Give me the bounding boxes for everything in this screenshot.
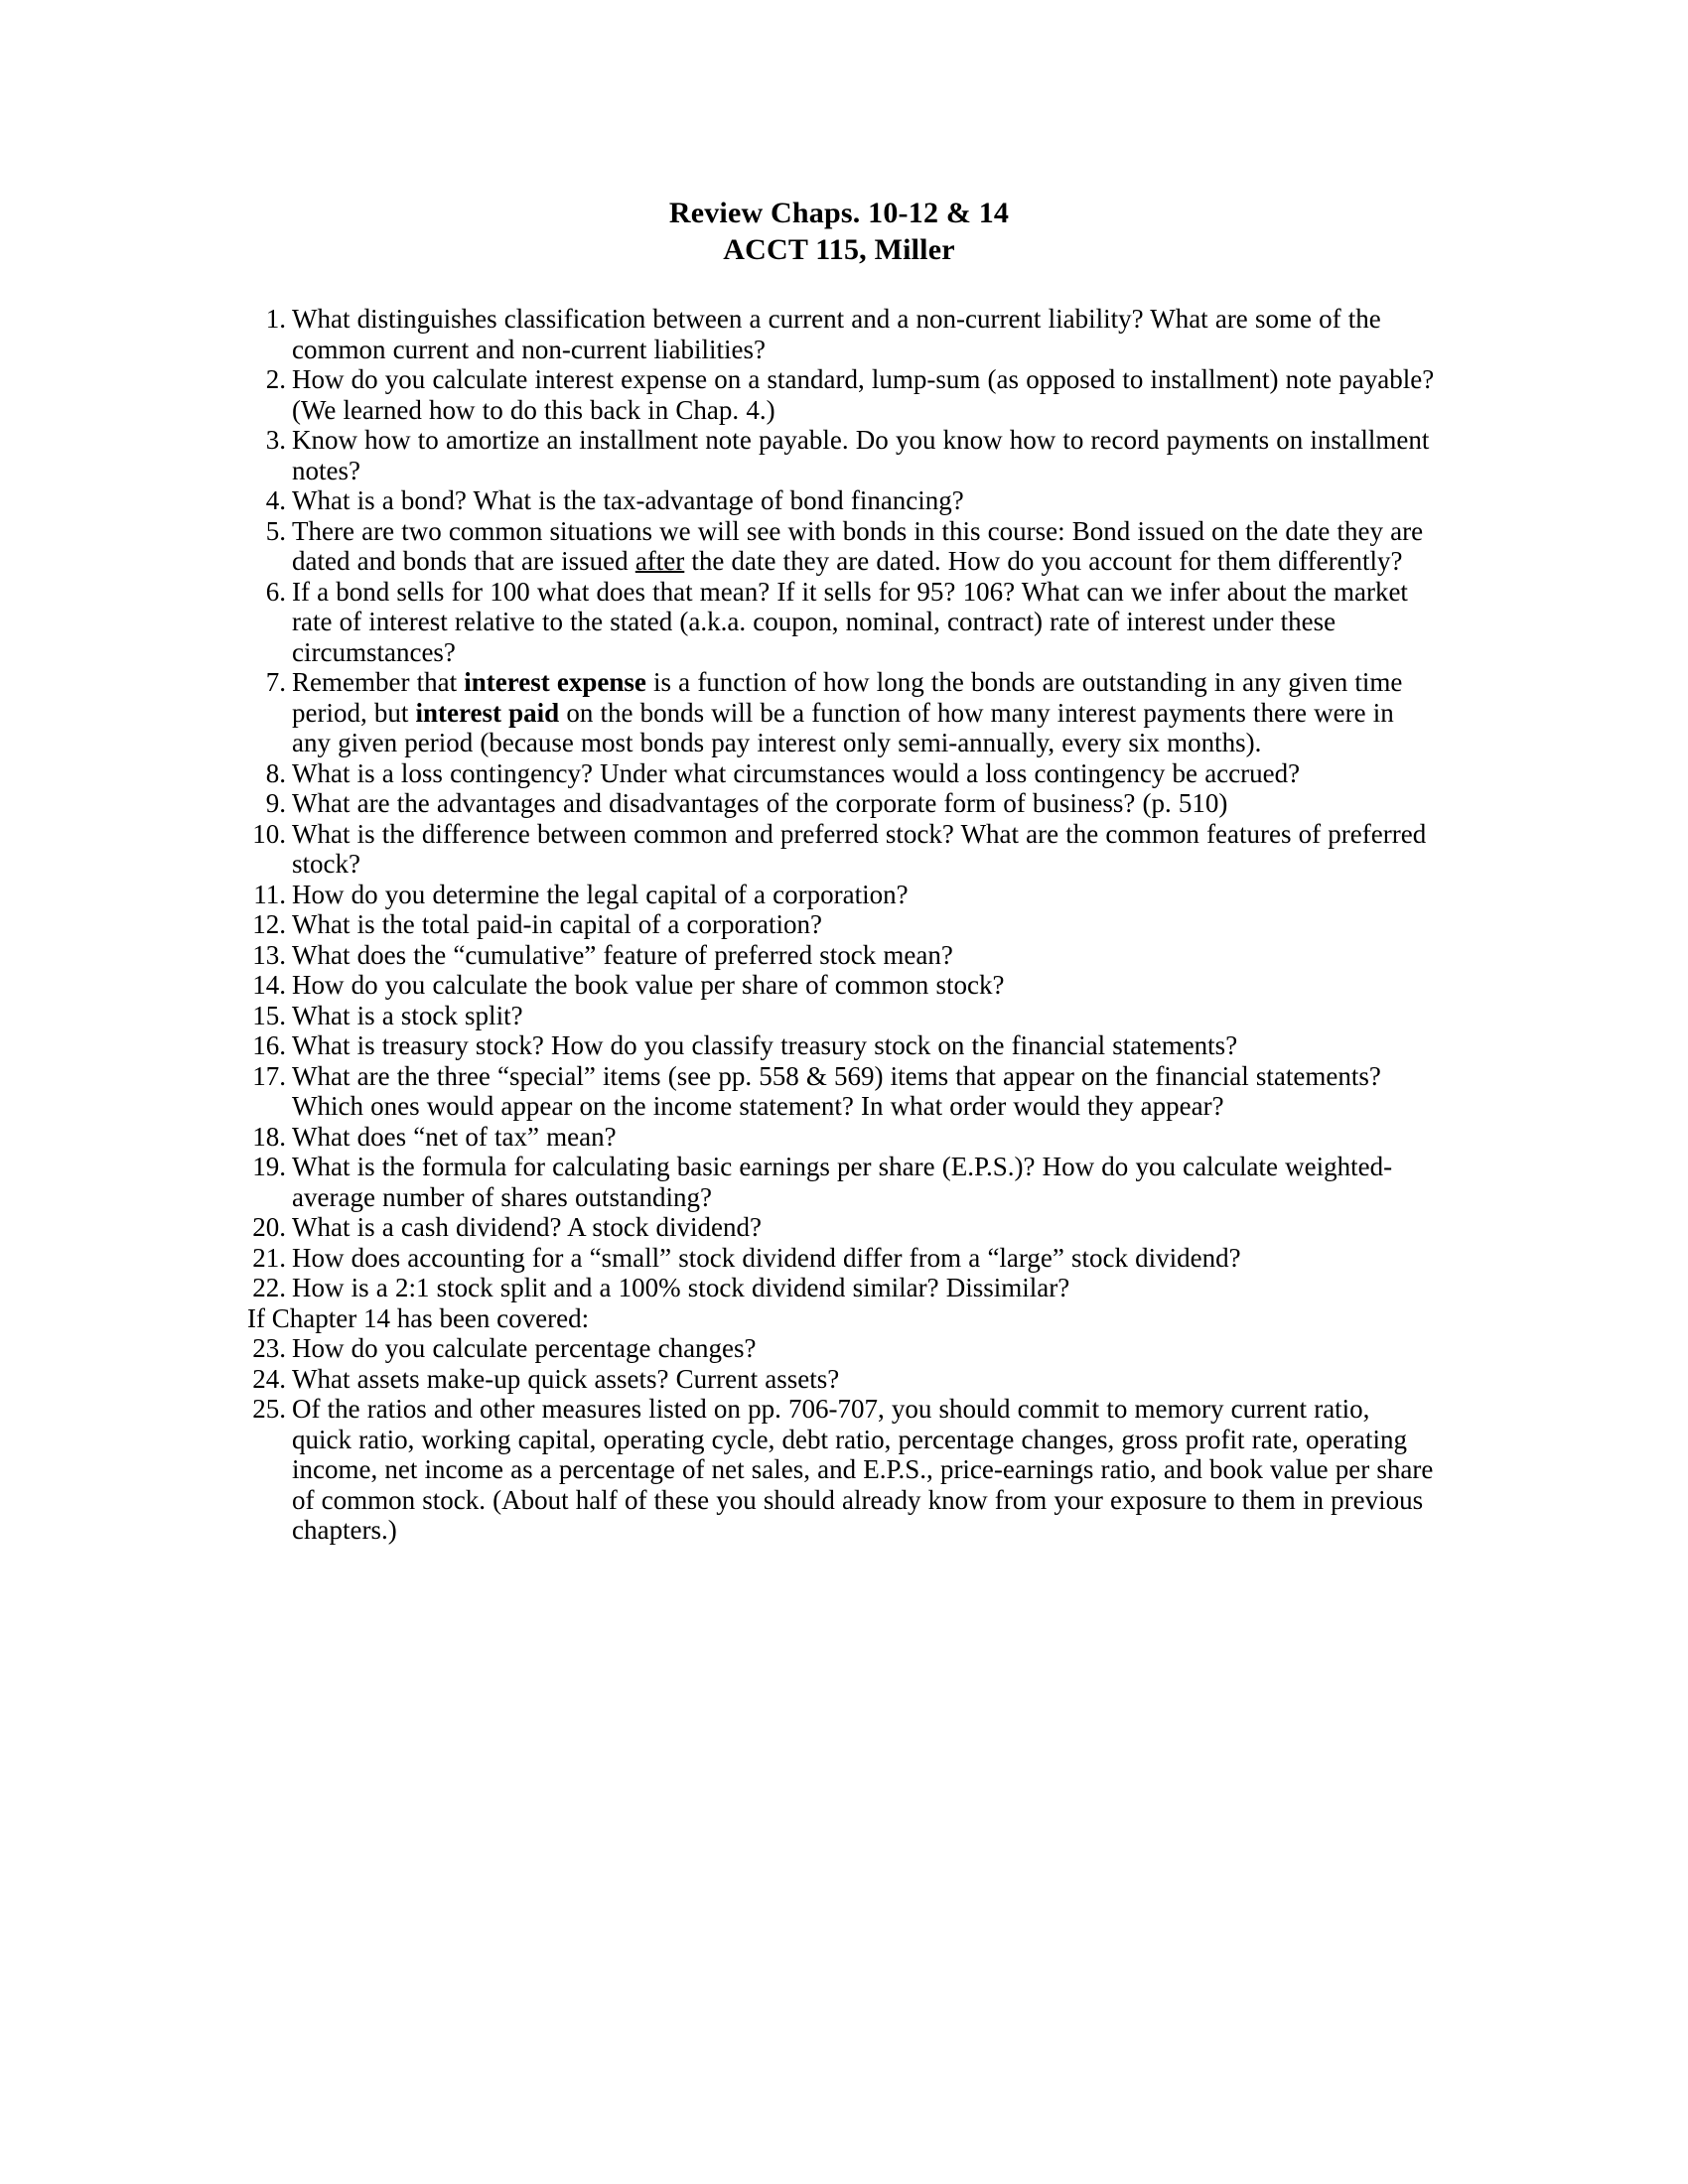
list-item	[243, 1333, 1435, 1364]
list-item	[243, 516, 1435, 577]
list-item-text	[292, 516, 1435, 577]
list-item	[243, 364, 1435, 425]
list-item	[243, 970, 1435, 1001]
list-item	[243, 880, 1435, 910]
list-item	[243, 819, 1435, 880]
list-item	[243, 788, 1435, 819]
list-item-number: 10.	[252, 818, 286, 849]
list-item-number: 4.	[265, 485, 286, 515]
list-item	[243, 1243, 1435, 1274]
text-run-plain: the date they are dated. How do you account for them differently?	[684, 546, 1403, 576]
list-item	[243, 1001, 1435, 1031]
list-item-number: 24.	[252, 1363, 286, 1394]
list-item-text: If a bond sells for 100 what does that mean? If it sells for 95? 106? What can we infer about the market rate of interest relative to the stated (a.k.a. coupon, nominal, contract) rate of interest under these circumstances?	[292, 576, 1408, 667]
question-list	[243, 304, 1435, 1546]
list-item-number: 18.	[252, 1121, 286, 1152]
list-item-text: What does “net of tax” mean?	[292, 1121, 617, 1152]
list-item-number: 14.	[252, 970, 286, 1000]
list-item	[243, 1273, 1435, 1303]
list-item-text: How do you calculate percentage changes?	[292, 1333, 757, 1363]
list-item-text: What is treasury stock? How do you classify treasury stock on the financial statements?	[292, 1030, 1238, 1060]
list-item	[243, 1152, 1435, 1212]
list-item	[243, 1030, 1435, 1061]
list-item-number: 19.	[252, 1152, 286, 1181]
list-item-text: How does accounting for a “small” stock dividend differ from a “large” stock dividend?	[292, 1242, 1241, 1273]
list-item-text: How do you calculate the book value per share of common stock?	[292, 970, 1005, 1000]
list-item-text: How is a 2:1 stock split and a 100% stock dividend similar? Dissimilar?	[292, 1273, 1070, 1302]
list-item-number: 1.	[265, 304, 286, 334]
list-item	[243, 1364, 1435, 1395]
list-item	[243, 940, 1435, 971]
title-line-1: Review Chaps. 10-12 & 14	[668, 197, 1010, 229]
list-item-text: What is a stock split?	[292, 1000, 523, 1030]
list-item-text: How do you calculate interest expense on a standard, lump-sum (as opposed to installment) note payable? (We learned how to do this back in Chap. 4.)	[292, 364, 1435, 425]
list-item-text: What does the “cumulative” feature of preferred stock mean?	[292, 939, 953, 970]
text-run-plain: There are two common situations we will see with bonds in this course: Bond issued on the date they are dated and bonds that are issued	[292, 515, 1424, 576]
list-item-text: What is the total paid-in capital of a corporation?	[292, 909, 822, 939]
list-item-number: 25.	[252, 1394, 286, 1424]
list-item	[243, 1394, 1435, 1546]
list-item-text: Know how to amortize an installment note payable. Do you know how to record payments on installment notes?	[292, 425, 1430, 485]
list-item-number: 7.	[265, 667, 286, 697]
list-item-text: What are the three “special” items (see pp. 558 & 569) items that appear on the financial statements? Which ones would appear on the income statement? In what order would they appear?	[292, 1060, 1381, 1121]
list-item-text: What is a loss contingency? Under what circumstances would a loss contingency be accrued?	[292, 757, 1301, 788]
list-item	[243, 1122, 1435, 1153]
list-item-number: 16.	[252, 1030, 286, 1060]
list-item	[243, 485, 1435, 516]
title-line-2: ACCT 115, Miller	[723, 233, 955, 266]
text-run-plain: Remember that	[292, 667, 465, 697]
list-item-text: What is a bond? What is the tax-advantage of bond financing?	[292, 485, 964, 515]
list-item-number: 6.	[265, 576, 286, 607]
text-run-plain: is a function of how long the bonds are outstanding in any given time period, but	[292, 667, 1403, 728]
list-item-number: 12.	[252, 909, 286, 939]
document-title	[243, 195, 1435, 268]
list-item-number: 20.	[252, 1212, 286, 1242]
list-item-text	[292, 667, 1435, 758]
list-item-number: 5.	[265, 515, 286, 546]
list-item-number: 9.	[265, 788, 286, 818]
text-run-plain: on the bonds will be a function of how many interest payments there were in any given period (because most bonds pay interest only semi-annually, every six months).	[292, 697, 1394, 757]
text-run-bold: interest expense	[464, 667, 646, 697]
list-item	[243, 667, 1435, 758]
list-item-text: What are the advantages and disadvantages of the corporate form of business? (p. 510)	[292, 788, 1228, 818]
list-item	[243, 1061, 1435, 1122]
list-item-text: What is the formula for calculating basic earnings per share (E.P.S.)? How do you calculate weighted-average number of shares outstanding?	[292, 1152, 1393, 1212]
list-item	[243, 425, 1435, 485]
list-item	[243, 909, 1435, 940]
list-item-text: What assets make-up quick assets? Current assets?	[292, 1363, 840, 1394]
list-item-text: How do you determine the legal capital of a corporation?	[292, 879, 909, 909]
conditional-note: If Chapter 14 has been covered:	[247, 1302, 590, 1333]
list-item	[243, 577, 1435, 668]
list-item-number: 21.	[252, 1242, 286, 1273]
list-item-text: What distinguishes classification between a current and a non-current liability? What are some of the common current and non-current liabilities?	[292, 304, 1381, 364]
list-item-number: 23.	[252, 1333, 286, 1363]
list-item-number: 17.	[252, 1060, 286, 1091]
list-item-number: 8.	[265, 757, 286, 788]
list-item-text: What is a cash dividend? A stock dividend?	[292, 1212, 762, 1242]
list-item-number: 13.	[252, 939, 286, 970]
list-item-number: 15.	[252, 1000, 286, 1030]
list-item	[243, 304, 1435, 364]
list-item-number: 11.	[253, 879, 286, 909]
text-run-bold: interest paid	[415, 697, 560, 728]
list-item-text: What is the difference between common and preferred stock? What are the common features of preferred stock?	[292, 818, 1427, 879]
list-item	[243, 1212, 1435, 1243]
list-item-number: 2.	[265, 364, 286, 394]
text-run-underlined: after	[634, 546, 685, 576]
list-item-number: 3.	[265, 425, 286, 455]
list-item-number: 22.	[252, 1273, 286, 1302]
list-item	[243, 758, 1435, 789]
document-body	[243, 195, 1435, 1546]
list-item-text: Of the ratios and other measures listed on pp. 706-707, you should commit to memory current ratio, quick ratio, working capital, operating cycle, debt ratio, percentage changes, gross profit rate, operating income, net income as a percentage of net sales, and E.P.S., price-earnings ratio, and book value per share of common stock. (About half of these you should already know from your exposure to them in previous chapters.)	[292, 1394, 1434, 1545]
